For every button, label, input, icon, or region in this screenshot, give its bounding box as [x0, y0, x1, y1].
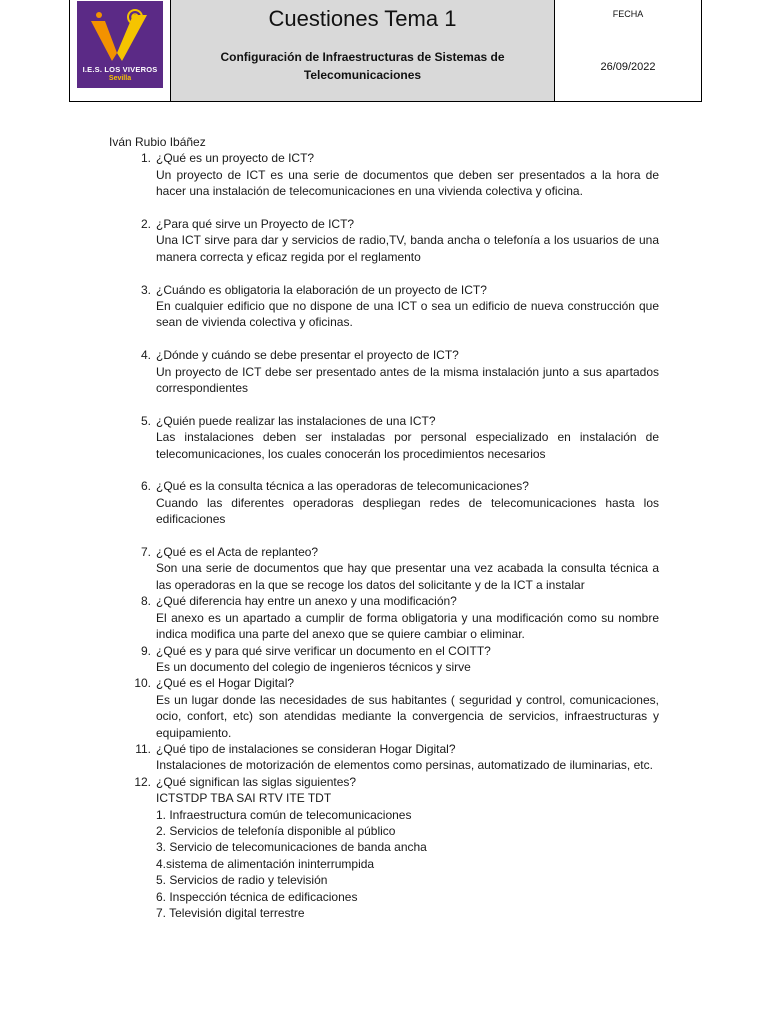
answer-text: Un proyecto de ICT debe ser presentado antes de la misma instalación junto a sus apartados correspondientes: [156, 364, 659, 396]
fecha-label: FECHA: [612, 9, 644, 19]
answer-text: Un proyecto de ICT es una serie de documentos que deben ser presentados a la hora de hacer una instalación de telecomunicaciones en una vivienda colectiva y oficina.: [156, 167, 659, 199]
question-number: 6.: [140, 479, 151, 494]
answer-text: Es un lugar donde las necesidades de sus habitantes ( seguridad y control, comunicaciones, ocio, confort, etc) son atendidas mediante la convergencia de servicios, infraestructuras y equipamiento.: [156, 692, 659, 740]
answer-text: Instalaciones de motorización de elementos como persinas, automatizado de iluminarias, etc.: [156, 758, 653, 773]
question-item: [109, 593, 659, 642]
question-item: [109, 282, 659, 331]
question-text: ¿Qué es el Hogar Digital?: [156, 676, 295, 691]
question-item: [109, 643, 659, 676]
question-text: ¿Qué significan las siglas siguientes?: [156, 774, 357, 789]
question-text: ¿Qué diferencia hay entre un anexo y una modificación?: [156, 594, 457, 609]
questions-list: [109, 150, 659, 921]
answer-text: 5. Servicios de radio y televisión: [156, 873, 328, 888]
logo-line-2: Sevilla: [108, 75, 132, 82]
answer-text: En cualquier edificio que no dispone de una ICT o sea un edificio de nueva construcción que sean de vivienda colectiva y oficinas.: [156, 299, 659, 330]
question-number: 7.: [140, 545, 151, 560]
answer-text: Cuando las diferentes operadoras despliegan redes de telecomunicaciones hasta los edificaciones: [156, 495, 659, 527]
question-number: 5.: [140, 413, 151, 428]
question-number: 4.: [140, 348, 151, 363]
question-text: ¿Qué es el Acta de replanteo?: [156, 545, 319, 560]
school-logo: [77, 1, 163, 88]
date-cell: [555, 0, 701, 101]
question-item: [109, 544, 659, 593]
answer-text: 4.sistema de alimentación ininterrumpida: [156, 856, 375, 871]
document-title: Cuestiones Tema 1: [268, 6, 457, 31]
question-number: 12.: [134, 774, 151, 789]
question-number: 1.: [140, 151, 151, 166]
answer-text: 1. Infraestructura común de telecomunicaciones: [156, 807, 412, 822]
question-text: ¿Qué es un proyecto de ICT?: [156, 151, 315, 166]
subtitle-line-2: Telecomunicaciones: [303, 68, 422, 82]
answer-text: Las instalaciones deben ser instaladas por personal especializado en instalación de telecomunicaciones, los cuales conocerán los procedimientos necesarios: [156, 430, 659, 461]
answer-text: 7. Televisión digital terrestre: [156, 906, 305, 920]
fecha-value: 26/09/2022: [600, 61, 656, 73]
question-text: ¿Cuándo es obligatoria la elaboración de un proyecto de ICT?: [156, 282, 487, 297]
question-item: [109, 413, 659, 462]
question-item: [109, 216, 659, 265]
answer-text: 3. Servicio de telecomunicaciones de banda ancha: [156, 840, 427, 855]
question-number: 10.: [134, 676, 151, 691]
question-text: ¿Qué es y para qué sirve verificar un documento en el COITT?: [156, 643, 491, 658]
question-text: ¿Para qué sirve un Proyecto de ICT?: [156, 217, 355, 232]
question-item: [109, 478, 659, 527]
logo-line-1: I.E.S. LOS VIVEROS: [82, 65, 158, 74]
question-number: 8.: [140, 594, 151, 609]
question-item: [109, 741, 659, 774]
question-item: [109, 347, 659, 396]
header-bottom-rule: [69, 101, 702, 102]
question-text: ¿Qué es la consulta técnica a las operadoras de telecomunicaciones?: [156, 479, 529, 494]
question-number: 9.: [140, 643, 151, 658]
subtitle-line-1: Configuración de Infraestructuras de Sistemas de: [220, 50, 505, 64]
question-text: ¿Quién puede realizar las instalaciones de una ICT?: [156, 413, 436, 428]
question-item: [109, 150, 659, 199]
question-number: 2.: [140, 217, 151, 232]
question-text: ¿Dónde y cuándo se debe presentar el proyecto de ICT?: [156, 348, 459, 363]
question-item: [109, 675, 659, 741]
title-cell: [171, 0, 555, 101]
answer-text: Es un documento del colegio de ingenieros técnicos y sirve: [156, 659, 471, 674]
author-name: Iván Rubio Ibáñez: [109, 135, 206, 149]
answer-text: ICTSTDP TBA SAI RTV ITE TDT: [156, 791, 332, 806]
question-number: 3.: [140, 282, 151, 297]
question-text: ¿Qué tipo de instalaciones se consideran Hogar Digital?: [156, 741, 456, 756]
answer-text: El anexo es un apartado a cumplir de forma obligatoria y una modificación como su nombre indica modifica una parte del anexo que se quiere cambiar o eliminar.: [156, 610, 659, 642]
document-header: [69, 0, 702, 102]
document-body: [109, 134, 659, 921]
question-item: [109, 774, 659, 922]
answer-text: Son una serie de documentos que hay que presentar una vez acabada la consulta técnica a las operadoras en la que se recoge los datos del solicitante y de la ICT a instalar: [156, 561, 659, 592]
question-number: 11.: [135, 741, 151, 756]
logo-cell: [70, 0, 171, 101]
answer-text: 6. Inspección técnica de edificaciones: [156, 889, 358, 904]
document-subtitle: [171, 48, 554, 84]
answer-text: Una ICT sirve para dar y servicios de radio,TV, banda ancha o telefonía a los usuarios de una manera correcta y eficaz regida por el reglamento: [156, 233, 659, 264]
answer-text: 2. Servicios de telefonía disponible al público: [156, 823, 396, 838]
